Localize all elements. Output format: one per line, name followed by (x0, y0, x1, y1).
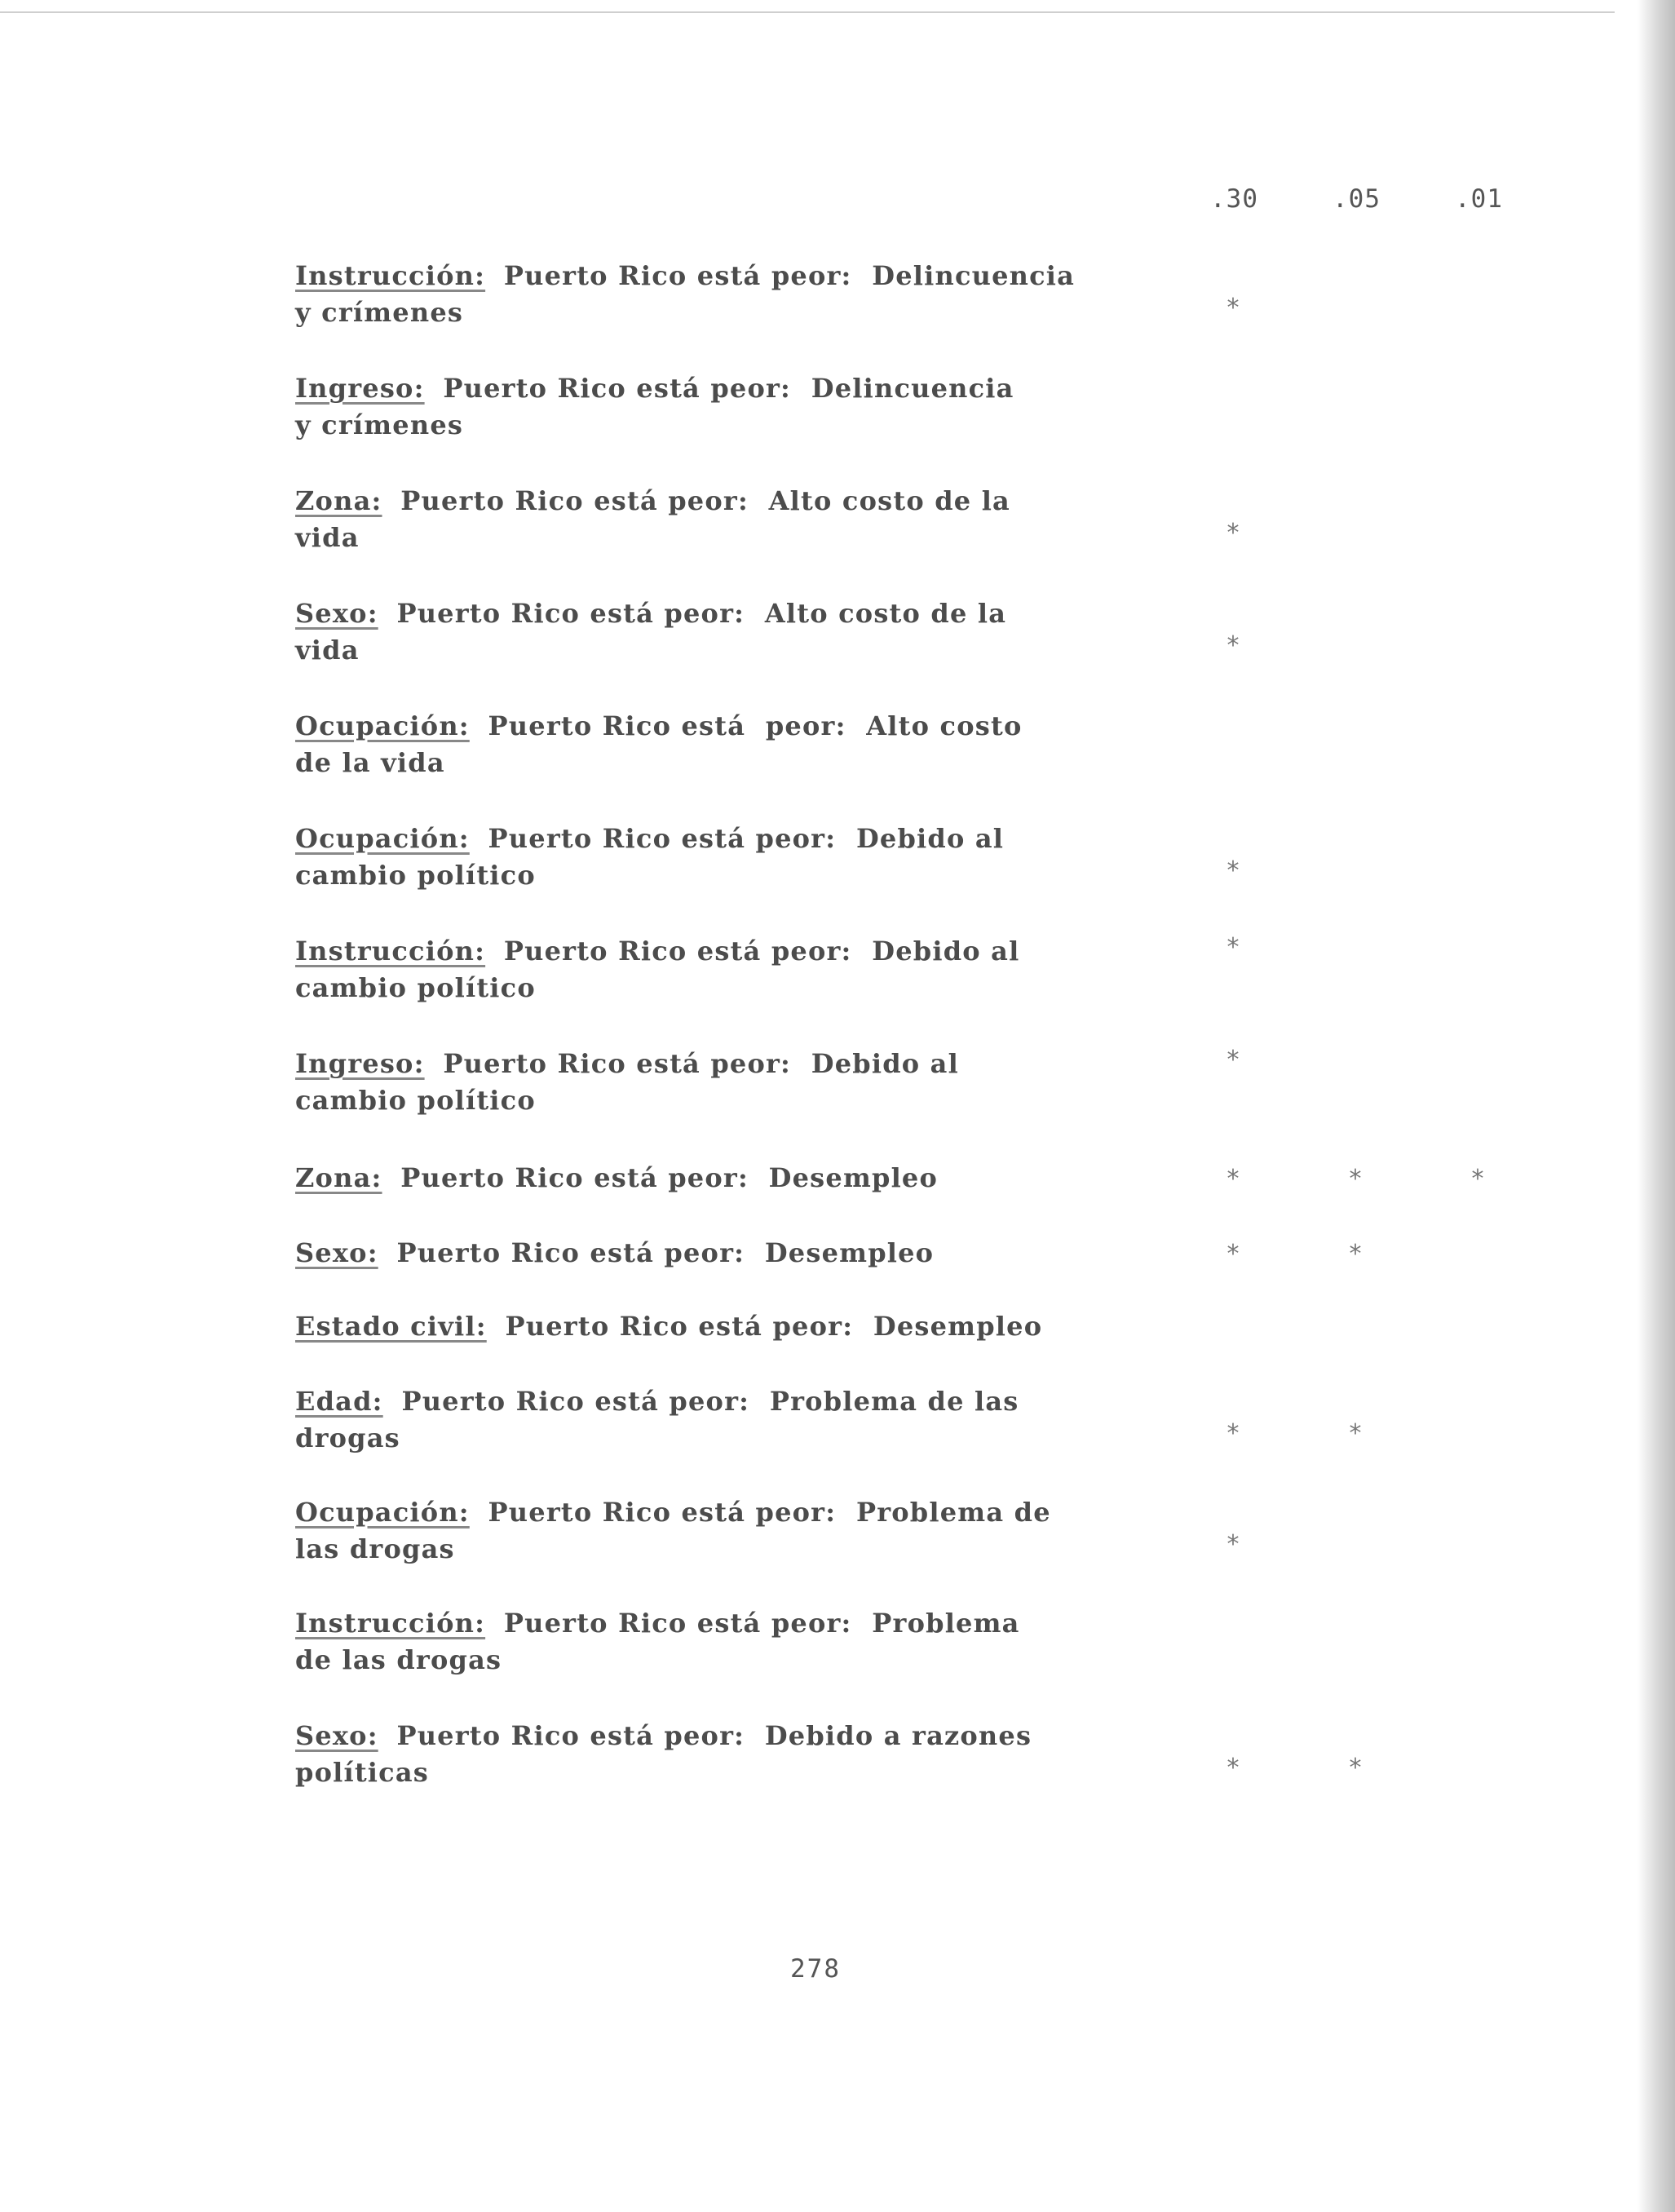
entry-category: Instrucción: (295, 260, 486, 291)
entry-12 (295, 1383, 1119, 1457)
entry-line1 (295, 933, 1119, 970)
entry-4 (295, 595, 1119, 669)
entry-6 (295, 821, 1119, 894)
entry-text: Puerto Rico está peor: Alto costo de la (400, 485, 1010, 516)
entry-11 (295, 1308, 1119, 1345)
entry-category: Instrucción: (295, 936, 486, 967)
significance-mark: * (1226, 933, 1240, 962)
page-number: 278 (790, 1954, 841, 1984)
significance-mark: * (1349, 1240, 1362, 1268)
entry-text: Puerto Rico está peor: Debido al (443, 1048, 959, 1079)
entry-category: Estado civil: (295, 1311, 487, 1342)
entry-line1 (295, 1308, 1119, 1345)
entry-line2: cambio político (295, 1085, 536, 1116)
entry-13 (295, 1494, 1119, 1568)
entry-text: Puerto Rico está peor: Debido a razones (396, 1720, 1032, 1751)
entry-14 (295, 1605, 1119, 1679)
entry-category: Edad: (295, 1386, 383, 1417)
entry-line1 (295, 370, 1119, 407)
entry-text: Puerto Rico está peor: Desempleo (400, 1162, 939, 1193)
entry-line2: vida (295, 635, 360, 666)
significance-mark: * (1226, 1240, 1240, 1268)
entry-line2: cambio político (295, 972, 536, 1003)
significance-mark: * (1349, 1754, 1362, 1782)
entry-line2: drogas (295, 1422, 400, 1453)
entry-line1 (295, 1494, 1119, 1531)
entry-line1 (295, 1160, 1119, 1197)
entry-text: Puerto Rico está peor: Desempleo (505, 1311, 1043, 1342)
entry-10 (295, 1235, 1119, 1272)
significance-mark: * (1471, 1165, 1484, 1193)
entry-line1 (295, 483, 1119, 520)
entry-text: Puerto Rico está peor: Problema (503, 1608, 1020, 1639)
entry-category: Ocupación: (295, 823, 470, 854)
entry-text: Puerto Rico está peor: Delincuencia (443, 373, 1014, 404)
entry-line1 (295, 1605, 1119, 1642)
entry-line2: políticas (295, 1757, 430, 1788)
significance-mark: * (1226, 856, 1240, 885)
significance-mark: * (1226, 1046, 1240, 1074)
entry-line1 (295, 258, 1119, 294)
entry-line1 (295, 1718, 1119, 1754)
significance-mark: * (1226, 1165, 1240, 1193)
significance-mark: * (1226, 631, 1240, 660)
entry-category: Zona: (295, 1162, 382, 1193)
significance-mark: * (1226, 1754, 1240, 1782)
entry-text: Puerto Rico está peor: Alto costo (488, 710, 1023, 741)
column-header-001: .01 (1455, 184, 1503, 214)
entry-text: Puerto Rico está peor: Problema de (488, 1497, 1051, 1528)
entry-text: Puerto Rico está peor: Problema de las (401, 1386, 1019, 1417)
significance-mark: * (1226, 1419, 1240, 1448)
entry-5 (295, 708, 1119, 781)
entry-category: Ocupación: (295, 1497, 470, 1528)
entry-text: Puerto Rico está peor: Debido al (488, 823, 1005, 854)
significance-mark: * (1349, 1419, 1362, 1448)
entry-line1 (295, 1235, 1119, 1272)
entry-line2: vida (295, 522, 360, 553)
entry-text: Puerto Rico está peor: Desempleo (396, 1237, 935, 1268)
entry-line2: de las drogas (295, 1644, 502, 1675)
entry-3 (295, 483, 1119, 556)
significance-mark: * (1226, 1530, 1240, 1559)
entry-line2: y crímenes (295, 409, 464, 440)
scan-right-edge (1637, 0, 1675, 2212)
entry-category: Sexo: (295, 1237, 378, 1268)
column-header-030: .30 (1210, 184, 1258, 214)
entry-category: Sexo: (295, 1720, 378, 1751)
entry-line1 (295, 1383, 1119, 1420)
entry-1 (295, 258, 1119, 331)
entry-text: Puerto Rico está peor: Debido al (503, 936, 1020, 967)
entry-line2: de la vida (295, 747, 445, 778)
entry-15 (295, 1718, 1119, 1791)
entry-7 (295, 933, 1119, 1006)
entry-8 (295, 1046, 1119, 1119)
entry-category: Instrucción: (295, 1608, 486, 1639)
entry-text: Puerto Rico está peor: Alto costo de la (396, 598, 1007, 629)
entry-2 (295, 370, 1119, 444)
entry-line1 (295, 708, 1119, 745)
column-header-005: .05 (1332, 184, 1381, 214)
significance-mark: * (1226, 294, 1240, 322)
entry-9 (295, 1160, 1119, 1197)
entry-line2: las drogas (295, 1533, 455, 1564)
entry-line2: y crímenes (295, 297, 464, 328)
entry-line1 (295, 821, 1119, 857)
entry-category: Sexo: (295, 598, 378, 629)
significance-mark: * (1226, 519, 1240, 547)
entry-line2: cambio político (295, 860, 536, 891)
entry-line1 (295, 1046, 1119, 1082)
entry-text: Puerto Rico está peor: Delincuencia (503, 260, 1076, 291)
entry-category: Ocupación: (295, 710, 470, 741)
entry-category: Ingreso: (295, 1048, 425, 1079)
entry-line1 (295, 595, 1119, 632)
significance-mark: * (1349, 1165, 1362, 1193)
entry-category: Ingreso: (295, 373, 425, 404)
entry-category: Zona: (295, 485, 382, 516)
